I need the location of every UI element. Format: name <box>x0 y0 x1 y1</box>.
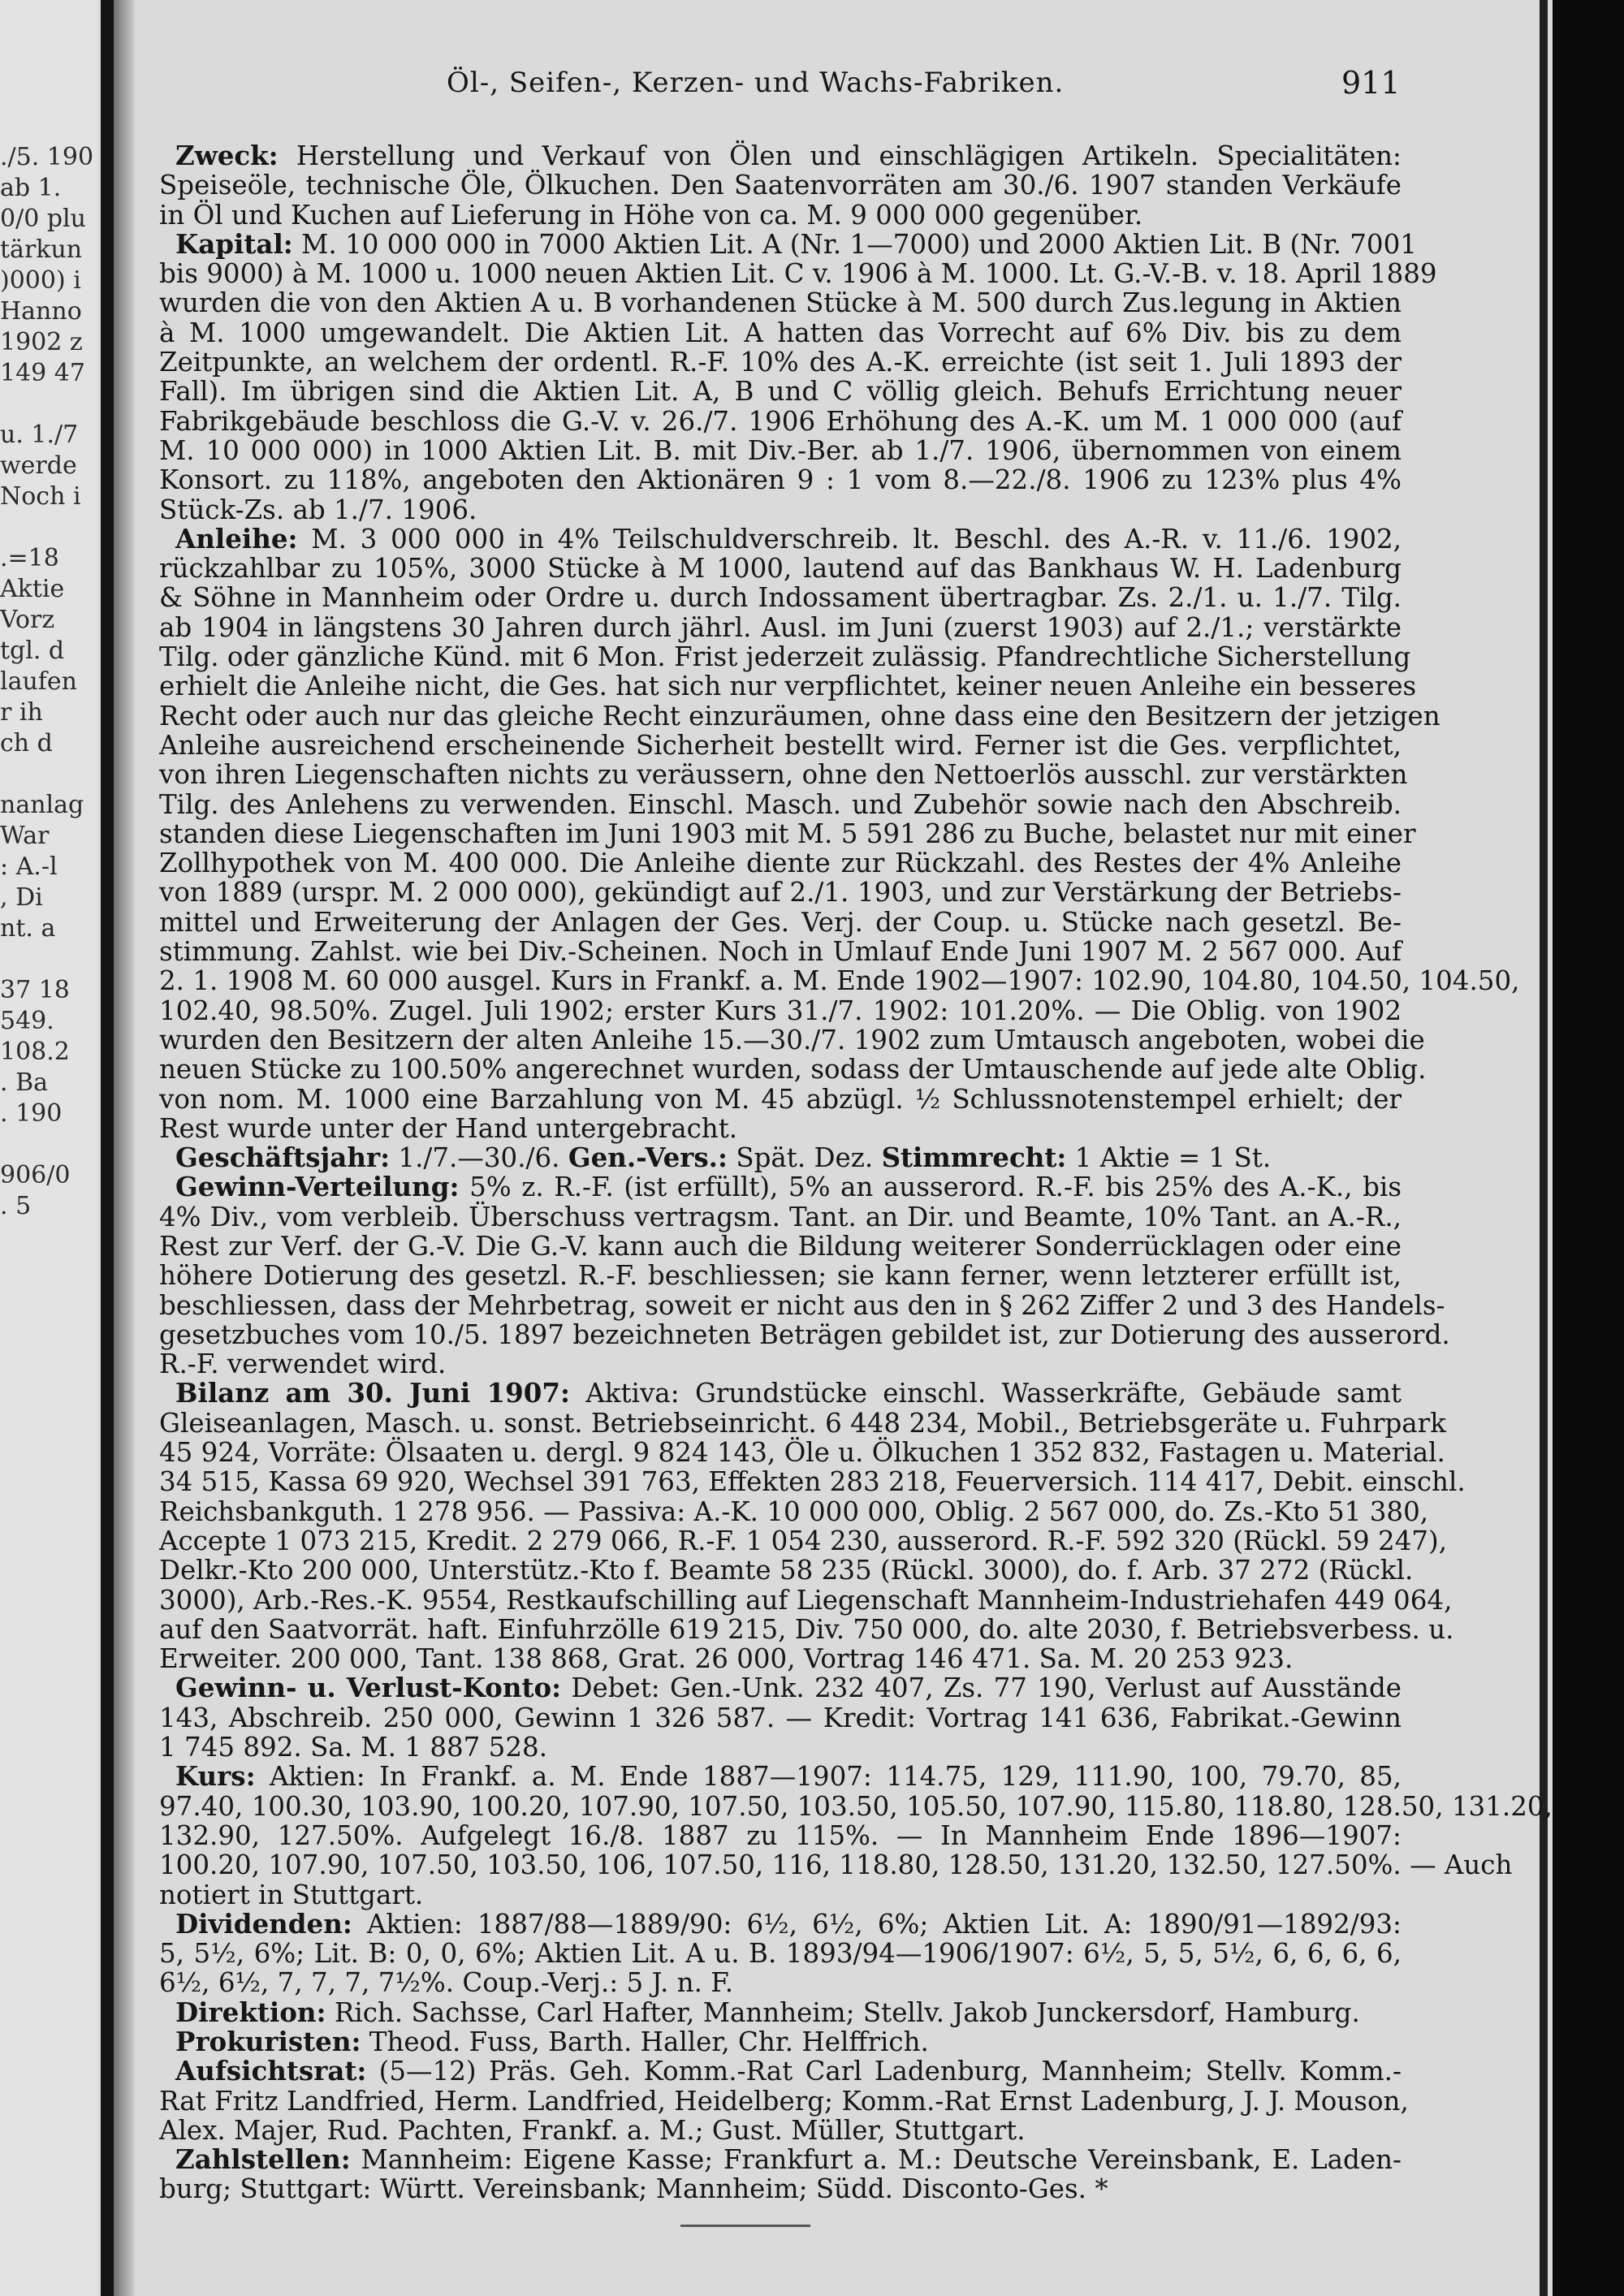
bleed-line: r ih <box>0 698 43 727</box>
text-line <box>159 2116 1402 2145</box>
line-text: Rich. Sachsse, Carl Hafter, Mannheim; Stellv. Jakob Junckersdorf, Hamburg. <box>326 1996 1360 2028</box>
line-text: von ihren Liegenschaften nichts zu veräussern, ohne den Nettoerlös ausschl. zur verstärkten <box>159 759 1408 791</box>
text-line <box>159 641 1411 673</box>
line-text: 45 924, Vorräte: Ölsaaten u. dergl. 9 824 143, Öle u. Ölkuchen 1 352 832, Fastagen u. Material. <box>159 1437 1445 1469</box>
text-line <box>159 759 1408 791</box>
text-line <box>159 1673 1402 1703</box>
line-text: auf den Saatvorrät. haft. Einfuhrzölle 619 215, Div. 750 000, do. alte 2030, f. Betriebsverbess. u. <box>159 1613 1454 1645</box>
line-text: M. 10 000 000 in 7000 Aktien Lit. A (Nr. 1—7000) und 2000 Aktien Lit. B (Nr. 7001 <box>292 228 1417 260</box>
bleed-line <box>0 944 93 975</box>
text-line <box>159 1172 1402 1202</box>
text-line <box>159 2085 1409 2117</box>
bleed-line: )000) i <box>0 266 81 295</box>
line-text: Mannheim: Eigene Kasse; Frankfurt a. M.: Deutsche Vereinsbank, E. Laden- <box>350 2144 1402 2176</box>
bleed-line: laufen <box>0 667 77 696</box>
text-line <box>159 1318 1450 1350</box>
section-label: Dividenden: <box>175 1907 352 1940</box>
line-text: Aktien: In Frankf. a. M. Ende 1887—1907: 114.75, 129, 111.90, 100, 79.70, 85, <box>255 1761 1402 1793</box>
text-line <box>159 1114 1402 1143</box>
bleed-line: ./5. 190 <box>0 143 93 171</box>
text-line <box>159 1085 1402 1114</box>
line-text: Zollhypothek von M. 400 000. Die Anleihe diente zur Rückzahl. des Restes der 4% Anleihe <box>159 848 1402 879</box>
bleed-line: : A.-l <box>0 852 58 881</box>
line-text: stimmung. Zahlst. wie bei Div.-Scheinen. Noch in Umlauf Ende Juni 1907 M. 2 567 000. Auf <box>159 936 1402 968</box>
bleed-line: u. 1./7 <box>0 421 79 449</box>
text-line <box>159 170 1402 200</box>
line-text: von nom. M. 1000 eine Barzahlung von M. 45 abzügl. ½ Schlussnotenstempel erhielt; der <box>159 1083 1402 1115</box>
line-text: Reichsbankguth. 1 278 956. — Passiva: A.-K. 10 000 000, Oblig. 2 567 000, do. Zs.-Kto 51 380, <box>159 1495 1429 1527</box>
text-line <box>159 937 1402 966</box>
text-line <box>159 2145 1402 2174</box>
line-text: Aktiva: Grundstücke einschl. Wasserkräfte, Gebäude samt <box>570 1378 1402 1409</box>
line-text: ab 1904 in längstens 30 Jahren durch jährl. Ausl. im Juni (zuerst 1903) auf 2./1.; verstärkte <box>159 611 1402 643</box>
text-line <box>159 1232 1402 1261</box>
text-line <box>159 1821 1402 1850</box>
bleed-line: tgl. d <box>0 637 65 665</box>
line-text: von 1889 (urspr. M. 2 000 000), gekündigt auf 2./1. 1903, und zur Verstärkung der Betriebs- <box>159 877 1402 908</box>
line-text: Rat Fritz Landfried, Herm. Landfried, Heidelberg; Komm.-Rat Ernst Ladenburg, J. J. Mouson, <box>159 2085 1409 2117</box>
line-text: Anleihe ausreichend erscheinende Sicherheit bestellt wird. Ferner ist die Ges. verpflichtet, <box>159 729 1402 761</box>
text-line <box>159 1613 1454 1645</box>
line-text: Spät. Dez. <box>728 1142 882 1174</box>
text-line <box>159 1584 1453 1616</box>
section-label: Direktion: <box>175 1996 326 2028</box>
bleed-line: , Di <box>0 883 43 912</box>
line-text: in Öl und Kuchen auf Lieferung in Höhe von ca. M. 9 000 000 gegenüber. <box>159 199 1143 231</box>
bleed-line: ab 1. <box>0 174 62 202</box>
section-label: Stimmrecht: <box>881 1142 1067 1174</box>
line-text: burg; Stuttgart: Württ. Vereinsbank; Mannheim; Südd. Disconto-Ges. * <box>159 2173 1108 2205</box>
text-line <box>159 465 1402 494</box>
text-line <box>159 1790 1553 1822</box>
bleed-line <box>0 512 93 543</box>
right-page-edge <box>1553 0 1624 2296</box>
line-text: Delkr.-Kto 200 000, Unterstütz.-Kto f. Beamte 58 235 (Rückl. 3000), do. f. Arb. 37 272 (Rückl. <box>159 1555 1414 1586</box>
line-text: Aktien: 1887/88—1889/90: 6½, 6½, 6%; Aktien Lit. A: 1890/91—1892/93: <box>352 1908 1402 1940</box>
bleed-line: 108.2 <box>0 1038 70 1066</box>
line-text: 132.90, 127.50%. Aufgelegt 16./8. 1887 zu 115%. — In Mannheim Ende 1896—1907: <box>159 1819 1402 1851</box>
line-text: wurden den Besitzern der alten Anleihe 15.—30./7. 1902 zum Umtausch angeboten, wobei die <box>159 1024 1425 1055</box>
section-end-rule <box>680 2225 810 2227</box>
line-text: 97.40, 100.30, 103.90, 100.20, 107.90, 107.50, 103.50, 105.50, 107.90, 115.80, 118.80, 128.50, 131.20, <box>159 1790 1553 1822</box>
text-line <box>159 1733 1402 1762</box>
text-line <box>159 436 1402 465</box>
line-text: 100.20, 107.90, 107.50, 103.50, 106, 107.50, 116, 118.80, 128.50, 131.20, 132.50, 127.50%. — Auch <box>159 1849 1513 1881</box>
line-text: Speiseöle, technische Öle, Ölkuchen. Den Saatenvorräten am 30./6. 1907 standen Verkäufe <box>159 170 1402 201</box>
text-line <box>159 1261 1402 1290</box>
line-text: M. 10 000 000) in 1000 Aktien Lit. B. mit Div.-Ber. ab 1./7. 1906, übernommen von einem <box>159 434 1402 466</box>
section-label: Zahlstellen: <box>175 2143 351 2176</box>
line-text: 34 515, Kassa 69 920, Wechsel 391 763, Effekten 283 218, Feuerversich. 114 417, Debit. einschl. <box>159 1466 1466 1498</box>
text-line <box>159 1880 1402 1910</box>
line-text: Tilg. oder gänzliche Künd. mit 6 Mon. Frist jederzeit zulässig. Pfandrechtliche Sicherstellung <box>159 641 1411 673</box>
text-line <box>159 908 1402 937</box>
text-line <box>159 1703 1402 1733</box>
line-text: Fall). Im übrigen sind die Aktien Lit. A, B und C völlig gleich. Behufs Errichtung neuer <box>159 376 1402 408</box>
line-text: 3000), Arb.-Res.-K. 9554, Restkaufschilling auf Liegenschaft Mannheim-Industriehafen 449 064, <box>159 1584 1453 1616</box>
line-text: notiert in Stuttgart. <box>159 1879 424 1910</box>
bleed-line: Aktie <box>0 575 65 603</box>
section-label: Aufsichtsrat: <box>175 2055 367 2087</box>
line-text: Theod. Fuss, Barth. Haller, Chr. Helffrich. <box>361 2026 929 2057</box>
text-line <box>159 613 1402 642</box>
bleed-line: . 190 <box>0 1099 63 1128</box>
text-line <box>159 731 1402 760</box>
section-label: Bilanz am 30. Juni 1907: <box>175 1377 570 1409</box>
text-line <box>159 790 1402 819</box>
line-text: rückzahlbar zu 105%, 3000 Stücke à M 1000, lautend auf das Bankhaus W. H. Ladenburg <box>159 553 1402 585</box>
section-label: Kurs: <box>175 1760 256 1793</box>
text-line <box>159 2174 1402 2203</box>
text-line <box>159 1407 1446 1439</box>
line-text: Accepte 1 073 215, Kredit. 2 279 066, R.-F. 1 054 230, ausserord. R.-F. 592 320 (Rückl. 59 247), <box>159 1525 1448 1556</box>
line-text: Stück-Zs. ab 1./7. 1906. <box>159 494 477 525</box>
line-text: 5% z. R.-F. (ist erfüllt), 5% an ausserord. R.-F. bis 25% des A.-K., bis <box>459 1172 1402 1203</box>
line-text: 2. 1. 1908 M. 60 000 ausgel. Kurs in Frankf. a. M. Ende 1902—1907: 102.90, 104.80, 104.50, 104.50, <box>159 965 1520 997</box>
line-text: Rest zur Verf. der G.-V. Die G.-V. kann auch die Bildung weiterer Sonderrücklagen oder eine <box>159 1230 1402 1262</box>
line-text: R.-F. verwendet wird. <box>159 1349 447 1380</box>
line-text: 1 745 892. Sa. M. 1 887 528. <box>159 1732 548 1763</box>
bleed-line <box>0 389 93 420</box>
bleed-line: werde <box>0 451 77 480</box>
line-text: Recht oder auch nur das gleiche Recht einzuräumen, ohne dass eine den Besitzern der jetzigen <box>159 700 1440 732</box>
text-line <box>159 1202 1402 1232</box>
bleed-line: . Ba <box>0 1068 49 1097</box>
text-line <box>159 583 1402 612</box>
line-text: 1 Aktie = 1 St. <box>1066 1142 1272 1174</box>
bleed-line: tärkun <box>0 235 83 264</box>
line-text: beschliessen, dass der Mehrbetrag, soweit er nicht aus den in § 262 Ziffer 2 und 3 des Handels- <box>159 1289 1445 1321</box>
section-label: Kapital: <box>175 227 293 260</box>
bleed-line: nt. a <box>0 914 56 943</box>
section-label: Gewinn-Verteilung: <box>175 1171 460 1203</box>
text-line <box>159 407 1402 436</box>
text-line <box>159 258 1437 290</box>
text-line <box>159 1907 1402 1940</box>
line-text: Gleiseanlagen, Masch. u. sonst. Betriebseinricht. 6 448 234, Mobil., Betriebsgeräte u. Fuhrpark <box>159 1407 1446 1439</box>
text-line <box>159 1968 1402 1997</box>
binding-gutter <box>101 0 114 2296</box>
text-line <box>159 1939 1402 1968</box>
text-line <box>159 818 1416 849</box>
page-number: 911 <box>1341 65 1401 101</box>
text-line <box>159 1466 1466 1498</box>
section-label: Anleihe: <box>175 522 298 555</box>
bleed-line: Hanno <box>0 297 82 326</box>
line-text: neuen Stücke zu 100.50% angerechnet wurden, sodass der Umtauschende auf jede alte Oblig. <box>159 1054 1427 1085</box>
facing-page-text-bleed <box>0 142 93 1222</box>
text-line <box>159 1024 1425 1055</box>
bleed-line: 906/0 <box>0 1161 71 1189</box>
text-line <box>159 965 1520 997</box>
text-line <box>159 700 1440 732</box>
text-line <box>159 1998 1402 2027</box>
line-text: 1./7.—30./6. <box>390 1142 568 1174</box>
text-line <box>159 1437 1445 1469</box>
line-text: Zeitpunkte, an welchem der ordentl. R.-F. 10% des A.-K. erreichte (ist seit 1. Juli 1893 der <box>159 347 1402 378</box>
text-line <box>159 554 1402 583</box>
bleed-line: ch d <box>0 729 53 757</box>
text-line <box>159 1289 1445 1321</box>
bleed-line: . 5 <box>0 1192 32 1220</box>
company-entry-body <box>159 140 1553 2205</box>
text-line <box>159 671 1417 702</box>
section-label: Prokuristen: <box>175 2026 361 2057</box>
bleed-line: .=18 <box>0 544 59 572</box>
section-label: Geschäftsjahr: <box>175 1142 391 1174</box>
line-text: 4% Div., vom verbleib. Überschuss vertragsm. Tant. an Dir. und Beamte, 10% Tant. an A.-R., <box>159 1201 1402 1232</box>
running-header: Öl-, Seifen-, Kerzen- und Wachs-Fabriken. <box>447 67 1065 99</box>
line-text: Konsort. zu 118%, angeboten den Aktionären 9 : 1 vom 8.—22./8. 1906 zu 123% plus 4% <box>159 464 1402 496</box>
line-text: M. 3 000 000 in 4% Teilschuldverschreib. lt. Beschl. des A.-R. v. 11./6. 1902, <box>297 523 1402 555</box>
line-text: Rest wurde unter der Hand untergebracht. <box>159 1112 738 1144</box>
section-label: Zweck: <box>175 140 279 171</box>
bleed-line: 37 18 <box>0 976 70 1004</box>
text-line <box>159 495 1402 524</box>
text-line <box>159 141 1402 170</box>
text-line <box>159 2027 1402 2056</box>
text-line <box>159 1349 1402 1379</box>
text-line <box>159 227 1417 260</box>
line-text: Debet: Gen.-Unk. 232 407, Zs. 77 190, Verlust auf Ausstände <box>561 1672 1402 1704</box>
right-edge-rule <box>1540 0 1548 2296</box>
line-text: & Söhne in Mannheim oder Ordre u. durch Indossament übertragbar. Zs. 2./1. u. 1./7. Tilg. <box>159 582 1402 614</box>
text-line <box>159 1762 1402 1791</box>
line-text: standen diese Liegenschaften im Juni 1903 mit M. 5 591 286 zu Buche, belastet nur mit einer <box>159 818 1416 849</box>
text-line <box>159 377 1402 406</box>
text-line <box>159 848 1402 878</box>
text-line <box>159 524 1402 554</box>
line-text: Alex. Majer, Rud. Pachten, Frankf. a. M.; Gust. Müller, Stuttgart. <box>159 2114 1026 2146</box>
line-text: Herstellung und Verkauf von Ölen und einschlägigen Artikeln. Specialitäten: <box>278 140 1402 171</box>
bleed-line: War <box>0 822 50 850</box>
text-line <box>159 2056 1402 2086</box>
bleed-line: 549. <box>0 1007 54 1035</box>
line-text: Tilg. des Anlehens zu verwenden. Einschl. Masch. und Zubehör sowie nach den Abschreib. <box>159 788 1402 820</box>
bleed-line: Vorz <box>0 606 55 634</box>
text-line <box>159 1379 1402 1408</box>
text-line <box>159 201 1402 230</box>
line-text: 102.40, 98.50%. Zugel. Juli 1902; erster Kurs 31./7. 1902: 101.20%. — Die Oblig. von 1902 <box>159 995 1402 1026</box>
line-text: 6½, 6½, 7, 7, 7, 7½%. Coup.-Verj.: 5 J. n. F. <box>159 1967 734 1999</box>
text-line <box>159 1849 1513 1881</box>
line-text: wurden die von den Aktien A u. B vorhandenen Stücke à M. 500 durch Zus.legung in Aktien <box>159 287 1402 319</box>
text-line <box>159 878 1402 907</box>
line-text: erhielt die Anleihe nicht, die Ges. hat sich nur verpflichtet, keiner neuen Anleihe ein besseres <box>159 671 1417 702</box>
bleed-line: 149 47 <box>0 359 85 387</box>
line-text: mittel und Erweiterung der Anlagen der Ges. Verj. der Coup. u. Stücke nach gesetzl. Be- <box>159 906 1402 938</box>
bleed-line <box>0 759 93 790</box>
text-line <box>159 1054 1427 1085</box>
bleed-line <box>0 1129 93 1160</box>
section-label: Gewinn- u. Verlust-Konto: <box>175 1672 562 1704</box>
line-text: gesetzbuches vom 10./5. 1897 bezeichneten Beträgen gebildet ist, zur Dotierung des ausserord. <box>159 1318 1450 1350</box>
section-label: Gen.-Vers.: <box>568 1142 728 1174</box>
text-line <box>159 1495 1429 1527</box>
line-text: Fabrikgebäude beschloss die G.-V. v. 26./7. 1906 Erhöhung des A.-K. um M. 1 000 000 (auf <box>159 405 1402 437</box>
text-line <box>159 1644 1402 1673</box>
text-line <box>159 288 1402 317</box>
line-text: à M. 1000 umgewandelt. Die Aktien Lit. A hatten das Vorrecht auf 6% Div. bis zu dem <box>159 317 1402 348</box>
bleed-line: 1902 z <box>0 328 83 356</box>
line-text: Erweiter. 200 000, Tant. 138 868, Grat. 26 000, Vortrag 146 471. Sa. M. 20 253 923. <box>159 1643 1294 1675</box>
gutter-shadow <box>114 0 135 2296</box>
line-text: 5, 5½, 6%; Lit. B: 0, 0, 6%; Aktien Lit. A u. B. 1893/94—1906/1907: 6½, 5, 5, 5½, 6, 6, 6, 6, <box>159 1938 1402 1970</box>
line-text: höhere Dotierung des gesetzl. R.-F. beschliessen; sie kann ferner, wenn letzterer erfüllt ist, <box>159 1260 1402 1292</box>
line-text: (5—12) Präs. Geh. Komm.-Rat Carl Ladenburg, Mannheim; Stellv. Komm.- <box>366 2056 1402 2087</box>
bleed-line: nanlag <box>0 791 84 819</box>
line-text: 143, Abschreib. 250 000, Gewinn 1 326 587. — Kredit: Vortrag 141 636, Fabrikat.-Gewinn <box>159 1702 1402 1733</box>
text-line <box>159 1143 1402 1172</box>
text-line <box>159 347 1402 377</box>
line-text: bis 9000) à M. 1000 u. 1000 neuen Aktien Lit. C v. 1906 à M. 1000. Lt. G.-V.-B. v. 18. April 1889 <box>159 258 1437 290</box>
bleed-line: Noch i <box>0 482 81 511</box>
text-line <box>159 1525 1448 1556</box>
text-line <box>159 1555 1414 1586</box>
text-line <box>159 318 1402 347</box>
text-line <box>159 996 1402 1025</box>
bleed-line: 0/0 plu <box>0 205 86 233</box>
